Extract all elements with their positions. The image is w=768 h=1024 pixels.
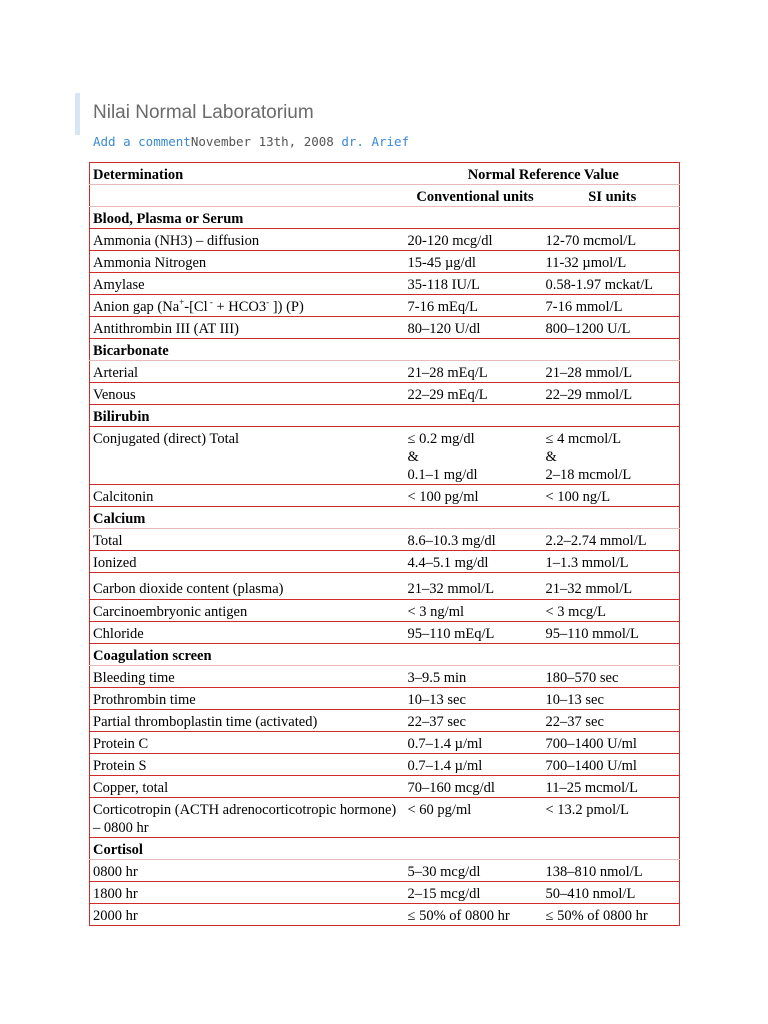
table-row: Prothrombin time 10–13 sec 10–13 sec xyxy=(90,688,680,710)
section-bicarbonate: Bicarbonate xyxy=(90,339,680,361)
header-determination: Determination xyxy=(90,163,405,185)
table-row: Amylase 35-118 IU/L 0.58-1.97 mckat/L xyxy=(90,273,680,295)
post-title: Nilai Normal Laboratorium xyxy=(93,102,314,123)
header-conventional-units: Conventional units xyxy=(405,185,543,207)
table-row: Anion gap (Na+-[Cl - + HCO3- ]) (P) 7-16 mEq/L 7-16 mmol/L xyxy=(90,295,680,317)
header-si-units: SI units xyxy=(543,185,680,207)
table-row: 1800 hr 2–15 mcg/dl 50–410 nmol/L xyxy=(90,882,680,904)
lab-values-table xyxy=(89,162,680,926)
post-accent-bar xyxy=(75,93,80,135)
section-row xyxy=(90,405,680,427)
section-calcium: Calcium xyxy=(90,507,680,529)
table-row: Copper, total 70–160 mcg/dl 11–25 mcmol/L xyxy=(90,776,680,798)
table-row: Venous 22–29 mEq/L 22–29 mmol/L xyxy=(90,383,680,405)
table-row: Ammonia Nitrogen 15-45 µg/dl 11-32 µmol/L xyxy=(90,251,680,273)
table-row: 2000 hr ≤ 50% of 0800 hr ≤ 50% of 0800 hr xyxy=(90,904,680,926)
table-row: Antithrombin III (AT III) 80–120 U/dl 800–1200 U/L xyxy=(90,317,680,339)
header-normal-reference: Normal Reference Value xyxy=(405,163,680,185)
author-link[interactable]: dr. Arief xyxy=(341,134,410,149)
table-row: Arterial 21–28 mEq/L 21–28 mmol/L xyxy=(90,361,680,383)
table-row: Conjugated (direct) Total ≤ 0.2 mg/dl & 0.1–1 mg/dl ≤ 4 mcmol/L & 2–18 mcmol/L xyxy=(90,427,680,485)
table-row: Ammonia (NH3) – diffusion 20-120 mcg/dl 12-70 mcmol/L xyxy=(90,229,680,251)
table-row: Total 8.6–10.3 mg/dl 2.2–2.74 mmol/L xyxy=(90,529,680,551)
table-subheader-row xyxy=(90,185,680,207)
section-row xyxy=(90,207,680,229)
table-row: 0800 hr 5–30 mcg/dl 138–810 nmol/L xyxy=(90,860,680,882)
table-row: Partial thromboplastin time (activated) 22–37 sec 22–37 sec xyxy=(90,710,680,732)
section-row xyxy=(90,644,680,666)
table-row: Protein C 0.7–1.4 µ/ml 700–1400 U/ml xyxy=(90,732,680,754)
table-row: Carbon dioxide content (plasma) 21–32 mmol/L 21–32 mmol/L xyxy=(90,573,680,600)
section-cortisol: Cortisol xyxy=(90,838,680,860)
table-row: Protein S 0.7–1.4 µ/ml 700–1400 U/ml xyxy=(90,754,680,776)
section-coagulation: Coagulation screen xyxy=(90,644,680,666)
post-meta xyxy=(93,134,409,149)
section-row xyxy=(90,507,680,529)
table-header-row xyxy=(90,163,680,185)
section-row xyxy=(90,339,680,361)
table-row: Bleeding time 3–9.5 min 180–570 sec xyxy=(90,666,680,688)
add-comment-link[interactable]: Add a comment xyxy=(93,134,191,149)
table-row: Carcinoembryonic antigen < 3 ng/ml < 3 mcg/L xyxy=(90,600,680,622)
table-row: Ionized 4.4–5.1 mg/dl 1–1.3 mmol/L xyxy=(90,551,680,573)
anion-gap-label: Anion gap (Na+-[Cl - + HCO3- ]) (P) xyxy=(90,295,405,317)
post-date: November 13th, 2008 xyxy=(190,134,334,149)
section-bilirubin: Bilirubin xyxy=(90,405,680,427)
table-row: Chloride 95–110 mEq/L 95–110 mmol/L xyxy=(90,622,680,644)
section-row xyxy=(90,838,680,860)
section-blood: Blood, Plasma or Serum xyxy=(90,207,680,229)
table-row: Corticotropin (ACTH adrenocorticotropic hormone) – 0800 hr < 60 pg/ml < 13.2 pmol/L xyxy=(90,798,680,838)
table-row: Calcitonin < 100 pg/ml < 100 ng/L xyxy=(90,485,680,507)
